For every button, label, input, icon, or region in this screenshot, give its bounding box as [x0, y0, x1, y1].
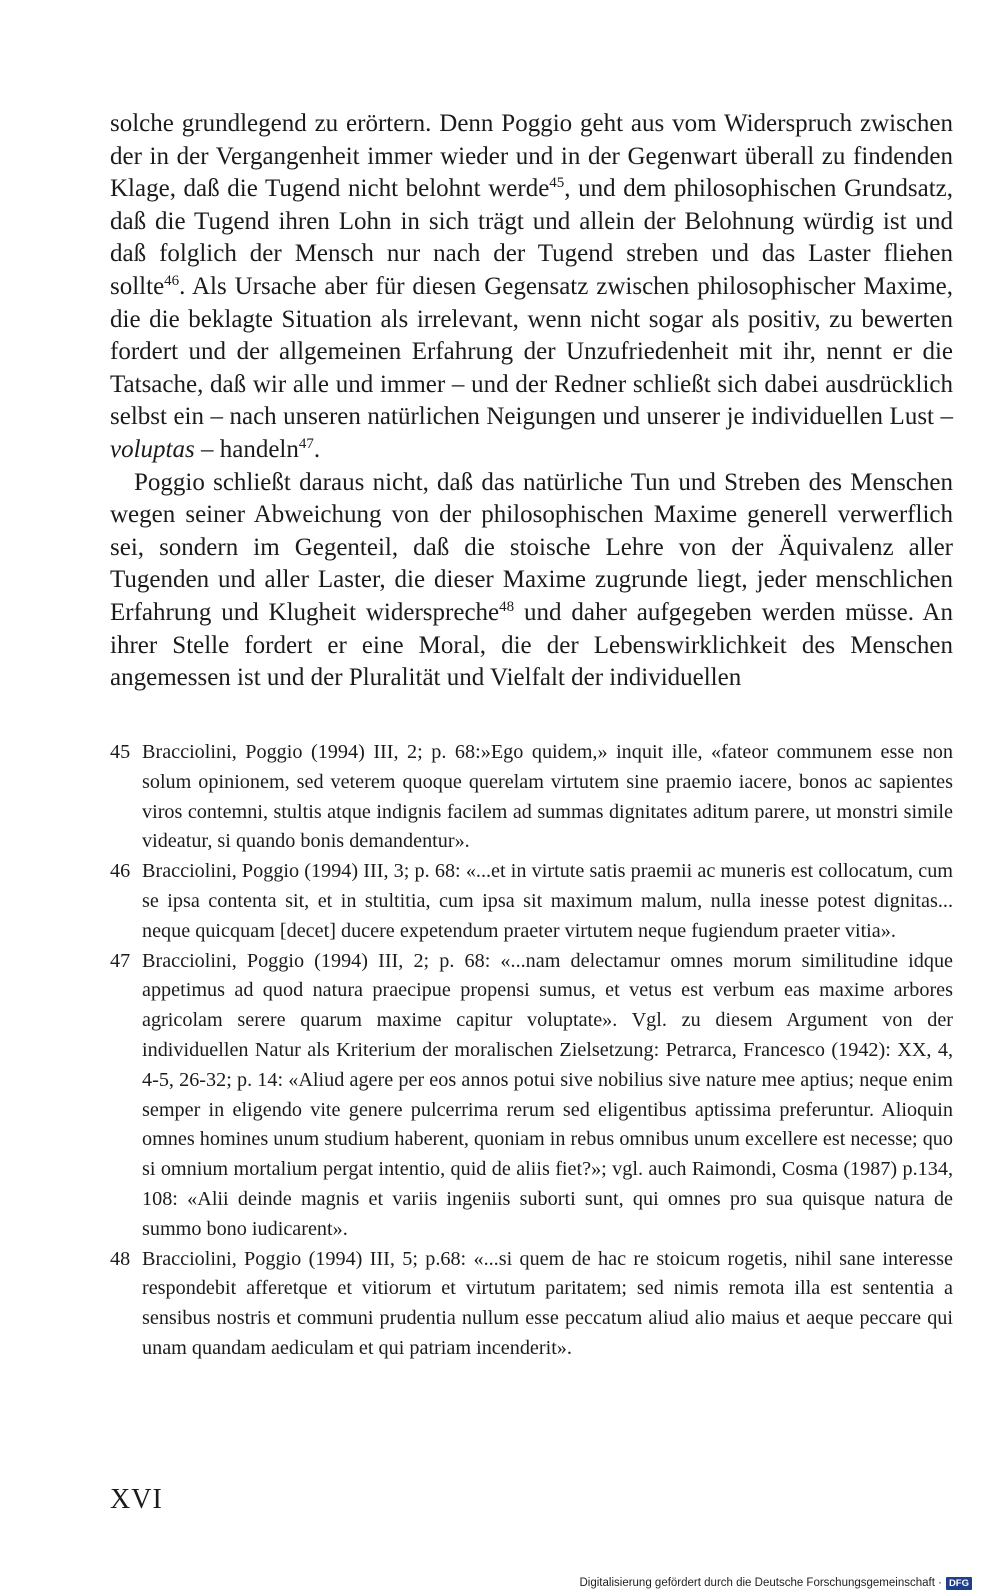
- text-run: solche grundlegend zu erörtern. Denn Poggio geht aus vom Widerspruch zwischen der in der Vergangenheit immer wieder und in der Gegenwart überall zu findenden Klage, daß die Tugend nicht belohnt werde: [110, 110, 953, 203]
- footnote-ref-46: 46: [164, 272, 180, 289]
- text-run: Poggio schließt daraus nicht, daß das natürliche Tun und Streben des Menschen wegen seiner Abweichung von der philosophischen Maxime generell verwerflich sei, sondern im Gegenteil, daß die stoische Lehre von der Äquivalenz aller Tugenden und aller Laster, die dieser Maxime zugrunde liegt, jeder menschlichen Erfahrung und Klugheit widerspreche: [110, 468, 953, 626]
- digitization-credit: [580, 1572, 973, 1594]
- footnote-text: Bracciolini, Poggio (1994) III, 5; p.68: «...si quem de hac re stoicum rogetis, nihil sane interesse respondebit afferetque et vitiorum et virtutum paritatem; sed nimis remota illa est sententia a sensibus nostris et communi prudentia nullum esse peccatum aliud alio maius et aeque peccare qui unam quandam aediculam et qui patriam incenderit».: [142, 1247, 953, 1359]
- footnote-number: 45: [110, 741, 131, 763]
- italic-term: voluptas: [110, 435, 195, 463]
- main-text: [110, 108, 953, 695]
- paragraph-1: [110, 108, 953, 467]
- footnote-ref-47: 47: [298, 435, 314, 452]
- text-run: . Als Ursache aber für diesen Gegensatz zwischen philosophischer Maxime, die die beklagte Situation als irrelevant, wenn nicht sogar als positiv, zu bewerten fordert und der allgemeinen Erfahrung der Unzufriedenheit mit ihr, nennt er die Tatsache, daß wir alle und immer – und der Redner schließt sich dabei ausdrücklich selbst ein – nach unseren natürlichen Neigungen und unserer je individuellen Lust –: [110, 272, 953, 431]
- footnote-47: [110, 947, 953, 1245]
- footnote-ref-45: 45: [549, 175, 565, 192]
- footnote-46: [110, 857, 953, 946]
- footnote-text: Bracciolini, Poggio (1994) III, 2; p. 68: «...nam delectamur omnes morum similitudine idque appetimus ad quod natura praecipue propensi sumus, et vetus est verbum eas maxime arbores agricolam serere quarum maxime capitur voluptate». Vgl. zu diesem Argument von der individuellen Natur als Kriterium der moralischen Zielsetzung: Petrarca, Francesco (1942): XX, 4, 4-5, 26-32; p. 14: «Aliud agere per eos annos potui sive nobilius sive nature mee aptius; neque enim semper in eligendo vite genere pulcerrima rerum sed eligentibus aptissima preferuntur. Alioquin omnes homines unum studium haberent, quoniam in rebus omnibus unum excellere est necesse; quo si omnium mortalium pergat intentio, quid de aliis fiet?»; vgl. auch Raimondi, Cosma (1987) p.134, 108: «Alii deinde magnis et variis ingeniis suborti sunt, qui omnes pro sua quisque natura de summo bono iudicarent».: [142, 949, 953, 1240]
- footnote-text: Bracciolini, Poggio (1994) III, 3; p. 68: «...et in virtute satis praemii ac muneris est collocatum, cum se ipsa contenta sit, et in stultitia, cum ipsa sit maximum malum, nulla inesse potest dignitas... neque quicquam [decet] ducere expetendum praeter virtutem neque fugiendum praeter vitia».: [142, 860, 953, 942]
- footnote-number: 47: [110, 949, 131, 972]
- footnote-number: 48: [110, 1247, 131, 1270]
- text-run: , und dem philosophischen Grundsatz, daß die Tugend ihren Lohn in sich trägt und allein der Belohnung würdig ist und daß folglich der Mensch nur nach der Tugend streben und das Laster fliehen sollte: [110, 175, 953, 300]
- footnote-number: 46: [110, 860, 131, 883]
- credit-text: Digitalisierung gefördert durch die Deutsche Forschungsgemeinschaft ·: [579, 1577, 942, 1589]
- text-run: und daher aufgegeben werden müsse. An ihrer Stelle fordert er eine Moral, die der Lebenswirklichkeit des Menschen angemessen ist und der Pluralität und Vielfalt der individuellen: [110, 598, 953, 692]
- paragraph-2: [110, 467, 953, 695]
- page-number: XVI: [110, 1484, 163, 1515]
- footnotes: [110, 738, 953, 1364]
- footnote-text: Bracciolini, Poggio (1994) III, 2; p. 68:»Ego quidem,» inquit ille, «fateor communem esse non solum opinionem, sed veterem quoque querelam virtutem sine praemio iacere, bonos ac sapientes viros contemni, stultis atque indignis facilem ad summas dignitates aditum parere, ut monstri simile videatur, si quando bonis demandentur».: [142, 741, 953, 853]
- footnote-48: [110, 1245, 953, 1364]
- text-run: – handeln: [194, 435, 299, 463]
- footnote-ref-48: 48: [499, 598, 515, 615]
- text-run: .: [313, 435, 321, 463]
- dfg-logo-icon: DFG: [946, 1577, 972, 1590]
- footnote-45: [110, 738, 953, 857]
